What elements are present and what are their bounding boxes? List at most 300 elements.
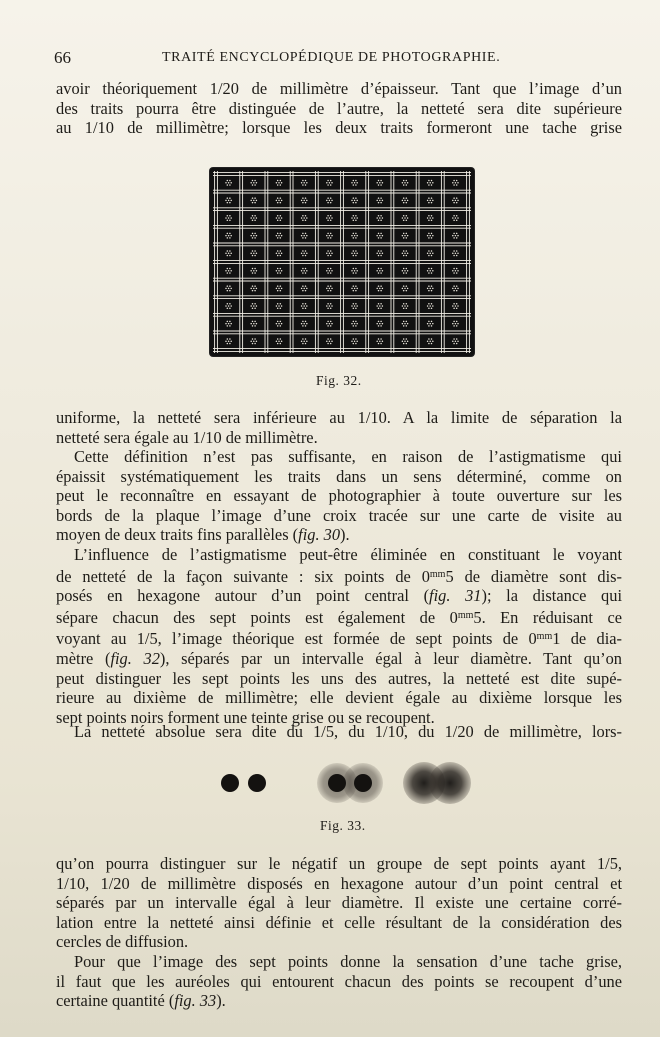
- cluster-point: [280, 233, 282, 235]
- cluster-point: [453, 290, 455, 292]
- cluster-point: [378, 272, 380, 274]
- cluster-point: [376, 235, 378, 237]
- cluster-point: [452, 235, 454, 237]
- cluster-point: [353, 197, 355, 199]
- cluster-point: [305, 338, 307, 340]
- cluster-point: [305, 272, 307, 274]
- cluster-point: [380, 325, 382, 327]
- seven-point-cluster: [351, 233, 358, 239]
- cluster-point: [428, 250, 430, 252]
- cluster-point: [427, 323, 429, 325]
- seven-point-cluster: [225, 215, 232, 221]
- cluster-point: [355, 250, 357, 252]
- text-fragment: ); la distance qui: [481, 586, 622, 606]
- cluster-point: [301, 217, 303, 219]
- cluster-point: [229, 250, 231, 252]
- cluster-point: [281, 270, 283, 272]
- cluster-point: [380, 268, 382, 270]
- cluster-point: [429, 217, 431, 219]
- cluster-point: [253, 288, 255, 290]
- cluster-point: [303, 288, 305, 290]
- seven-point-cluster: [351, 250, 358, 256]
- cluster-point: [356, 305, 358, 307]
- text-line: des traits pourra être distinguée de l’autre, la netteté sera dite supérieure: [56, 98, 622, 118]
- cluster-point: [301, 270, 303, 272]
- cluster-point: [432, 305, 434, 307]
- cluster-point: [256, 305, 258, 307]
- cluster-point: [254, 197, 256, 199]
- cluster-point: [351, 270, 353, 272]
- seven-point-cluster: [301, 285, 308, 291]
- figure-reference: fig. 31: [429, 586, 482, 606]
- halo-center-point: [354, 774, 372, 792]
- seven-point-cluster: [351, 268, 358, 274]
- cluster-point: [302, 338, 304, 340]
- cluster-point: [379, 288, 381, 290]
- text-line: cercles de diffusion.: [56, 932, 189, 952]
- cluster-point: [254, 184, 256, 186]
- unit-superscript: mm: [536, 631, 553, 643]
- cluster-point: [356, 235, 358, 237]
- cluster-point: [252, 343, 254, 345]
- cluster-point: [406, 321, 408, 323]
- figure-33-points: [210, 752, 480, 816]
- seven-point-cluster: [326, 338, 333, 344]
- seven-point-cluster: [427, 180, 434, 186]
- cluster-point: [327, 202, 329, 204]
- cluster-point: [252, 255, 254, 257]
- cluster-point: [230, 323, 232, 325]
- cluster-point: [256, 288, 258, 290]
- cluster-point: [382, 217, 384, 219]
- cluster-point: [301, 200, 303, 202]
- cluster-point: [378, 250, 380, 252]
- cluster-point: [228, 252, 230, 254]
- cluster-point: [303, 323, 305, 325]
- cluster-point: [280, 325, 282, 327]
- cluster-point: [376, 252, 378, 254]
- cluster-point: [428, 268, 430, 270]
- cluster-point: [331, 182, 333, 184]
- cluster-point: [256, 323, 258, 325]
- cluster-point: [380, 250, 382, 252]
- cluster-point: [254, 220, 256, 222]
- cluster-point: [382, 270, 384, 272]
- cluster-point: [453, 233, 455, 235]
- cluster-point: [250, 323, 252, 325]
- cluster-point: [407, 305, 409, 307]
- cluster-point: [428, 338, 430, 340]
- cluster-point: [303, 252, 305, 254]
- cluster-point: [276, 182, 278, 184]
- cluster-point: [276, 252, 278, 254]
- cluster-point: [327, 233, 329, 235]
- cluster-point: [355, 184, 357, 186]
- cluster-point: [351, 217, 353, 219]
- cluster-point: [382, 252, 384, 254]
- cluster-point: [276, 323, 278, 325]
- seven-point-cluster: [452, 215, 459, 221]
- cluster-point: [456, 220, 458, 222]
- cluster-point: [277, 272, 279, 274]
- cluster-point: [280, 237, 282, 239]
- cluster-point: [252, 321, 254, 323]
- cluster-point: [305, 215, 307, 217]
- cluster-point: [407, 200, 409, 202]
- cluster-point: [429, 288, 431, 290]
- cluster-point: [353, 272, 355, 274]
- seven-point-cluster: [250, 338, 257, 344]
- cluster-point: [306, 270, 308, 272]
- text-line: rieure au dixième de millimètre; elle devient égale au dixième lorsque les: [56, 688, 622, 708]
- cluster-point: [452, 340, 454, 342]
- cluster-point: [429, 270, 431, 272]
- seven-point-cluster: [452, 303, 459, 309]
- figure-32-grid: [210, 168, 474, 356]
- cluster-point: [428, 237, 430, 239]
- cluster-point: [254, 303, 256, 305]
- halo-center-point: [328, 774, 346, 792]
- cluster-point: [355, 290, 357, 292]
- cluster-point: [353, 290, 355, 292]
- cluster-point: [302, 220, 304, 222]
- cluster-point: [432, 235, 434, 237]
- cluster-point: [356, 323, 358, 325]
- cluster-point: [227, 325, 229, 327]
- cluster-point: [330, 285, 332, 287]
- cluster-point: [330, 325, 332, 327]
- cluster-point: [327, 343, 329, 345]
- cluster-point: [228, 270, 230, 272]
- seven-point-cluster: [301, 338, 308, 344]
- cluster-point: [402, 270, 404, 272]
- cluster-point: [403, 237, 405, 239]
- seven-point-cluster: [225, 250, 232, 256]
- cluster-point: [230, 340, 232, 342]
- cluster-point: [330, 233, 332, 235]
- cluster-point: [456, 325, 458, 327]
- text-line: peut le reconnaître en essayant de photographier à toute ouverture sur les: [56, 486, 622, 506]
- cluster-point: [431, 233, 433, 235]
- cluster-point: [431, 321, 433, 323]
- cluster-point: [305, 220, 307, 222]
- cluster-point: [302, 180, 304, 182]
- cluster-point: [428, 184, 430, 186]
- cluster-point: [382, 323, 384, 325]
- seven-point-cluster: [376, 268, 383, 274]
- cluster-point: [427, 217, 429, 219]
- cluster-point: [227, 255, 229, 257]
- cluster-point: [228, 235, 230, 237]
- cluster-point: [382, 200, 384, 202]
- cluster-point: [227, 215, 229, 217]
- cluster-point: [353, 250, 355, 252]
- seven-point-cluster: [250, 285, 257, 291]
- paragraph-3: [56, 447, 622, 545]
- cluster-point: [280, 180, 282, 182]
- cluster-point: [253, 252, 255, 254]
- text-line: uniforme, la netteté sera inférieure au 1/10. A la limite de séparation la: [56, 408, 622, 427]
- seven-point-cluster: [276, 233, 283, 239]
- cluster-point: [455, 217, 457, 219]
- cluster-point: [302, 197, 304, 199]
- cluster-point: [228, 217, 230, 219]
- cluster-point: [253, 217, 255, 219]
- cluster-point: [376, 182, 378, 184]
- cluster-point: [277, 184, 279, 186]
- cluster-point: [252, 233, 254, 235]
- cluster-point: [455, 270, 457, 272]
- cluster-point: [301, 323, 303, 325]
- cluster-point: [378, 220, 380, 222]
- cluster-point: [355, 197, 357, 199]
- cluster-point: [432, 323, 434, 325]
- cluster-point: [305, 237, 307, 239]
- cluster-point: [406, 255, 408, 257]
- cluster-point: [427, 288, 429, 290]
- cluster-point: [354, 288, 356, 290]
- cluster-point: [403, 285, 405, 287]
- cluster-point: [353, 325, 355, 327]
- cluster-point: [327, 325, 329, 327]
- cluster-point: [326, 252, 328, 254]
- cluster-point: [380, 180, 382, 182]
- grid-pattern: [210, 168, 474, 356]
- cluster-point: [305, 325, 307, 327]
- cluster-point: [453, 255, 455, 257]
- text-fragment: 1 de dia-: [552, 629, 622, 649]
- cluster-point: [327, 268, 329, 270]
- text-fragment: posés en hexagone autour d’un point central (: [56, 586, 430, 606]
- cluster-point: [327, 290, 329, 292]
- cluster-point: [256, 235, 258, 237]
- cluster-point: [330, 303, 332, 305]
- cluster-point: [306, 305, 308, 307]
- seven-point-cluster: [225, 321, 232, 327]
- seven-point-cluster: [250, 268, 257, 274]
- cluster-point: [302, 325, 304, 327]
- cluster-point: [280, 285, 282, 287]
- cluster-point: [277, 237, 279, 239]
- seven-point-cluster: [301, 197, 308, 203]
- cluster-point: [229, 321, 231, 323]
- cluster-point: [407, 270, 409, 272]
- cluster-point: [428, 343, 430, 345]
- cluster-point: [379, 200, 381, 202]
- cluster-point: [250, 182, 252, 184]
- cluster-point: [252, 290, 254, 292]
- cluster-point: [457, 305, 459, 307]
- figure-reference: fig. 30: [298, 525, 341, 545]
- cluster-point: [281, 288, 283, 290]
- seven-point-cluster: [301, 250, 308, 256]
- cluster-point: [254, 268, 256, 270]
- cluster-point: [280, 290, 282, 292]
- cluster-point: [302, 303, 304, 305]
- cluster-point: [276, 340, 278, 342]
- cluster-point: [379, 270, 381, 272]
- cluster-point: [256, 217, 258, 219]
- cluster-point: [432, 288, 434, 290]
- cluster-point: [330, 272, 332, 274]
- text-line: peut distinguer les sept points les uns des autres, la netteté est dite supé-: [56, 668, 622, 688]
- seven-point-cluster: [301, 268, 308, 274]
- cluster-point: [431, 202, 433, 204]
- cluster-point: [252, 308, 254, 310]
- seven-point-cluster: [427, 285, 434, 291]
- cluster-point: [428, 290, 430, 292]
- cluster-point: [378, 325, 380, 327]
- cluster-point: [456, 290, 458, 292]
- cluster-point: [252, 285, 254, 287]
- cluster-point: [380, 202, 382, 204]
- cluster-point: [302, 308, 304, 310]
- cluster-point: [406, 202, 408, 204]
- cluster-point: [432, 252, 434, 254]
- cluster-point: [301, 305, 303, 307]
- cluster-point: [456, 250, 458, 252]
- cluster-point: [382, 288, 384, 290]
- cluster-point: [351, 182, 353, 184]
- cluster-point: [229, 180, 231, 182]
- seven-point-cluster: [351, 338, 358, 344]
- cluster-point: [331, 305, 333, 307]
- cluster-point: [351, 252, 353, 254]
- seven-point-cluster: [376, 338, 383, 344]
- cluster-point: [303, 305, 305, 307]
- cluster-point: [228, 305, 230, 307]
- seven-point-cluster: [276, 215, 283, 221]
- cluster-point: [278, 270, 280, 272]
- cluster-point: [327, 250, 329, 252]
- cluster-point: [427, 182, 429, 184]
- cluster-point: [277, 290, 279, 292]
- cluster-point: [406, 290, 408, 292]
- cluster-point: [356, 252, 358, 254]
- cluster-point: [355, 268, 357, 270]
- cluster-point: [278, 217, 280, 219]
- cluster-point: [353, 255, 355, 257]
- cluster-point: [327, 220, 329, 222]
- cluster-point: [331, 217, 333, 219]
- seven-point-cluster: [427, 321, 434, 327]
- cluster-point: [256, 270, 258, 272]
- cluster-point: [404, 270, 406, 272]
- cluster-point: [280, 272, 282, 274]
- cluster-point: [277, 233, 279, 235]
- cluster-point: [227, 321, 229, 323]
- cluster-point: [280, 308, 282, 310]
- cluster-point: [406, 308, 408, 310]
- cluster-point: [229, 233, 231, 235]
- cluster-point: [355, 180, 357, 182]
- cluster-point: [452, 288, 454, 290]
- cluster-point: [403, 338, 405, 340]
- cluster-point: [280, 197, 282, 199]
- cluster-point: [457, 217, 459, 219]
- cluster-point: [406, 233, 408, 235]
- cluster-point: [278, 323, 280, 325]
- text-line: [56, 565, 622, 587]
- seven-point-cluster: [225, 285, 232, 291]
- cluster-point: [432, 217, 434, 219]
- cluster-point: [277, 250, 279, 252]
- cluster-point: [305, 308, 307, 310]
- seven-point-cluster: [376, 250, 383, 256]
- seven-point-cluster: [301, 321, 308, 327]
- cluster-point: [229, 255, 231, 257]
- cluster-point: [404, 235, 406, 237]
- cluster-point: [351, 235, 353, 237]
- cluster-point: [452, 217, 454, 219]
- seven-point-cluster: [225, 338, 232, 344]
- seven-point-cluster: [452, 321, 459, 327]
- cluster-point: [227, 197, 229, 199]
- cluster-point: [456, 321, 458, 323]
- cluster-point: [252, 180, 254, 182]
- cluster-point: [327, 303, 329, 305]
- cluster-point: [406, 325, 408, 327]
- running-title: TRAITÉ ENCYCLOPÉDIQUE DE PHOTOGRAPHIE.: [162, 50, 501, 65]
- cluster-point: [252, 184, 254, 186]
- cluster-point: [355, 303, 357, 305]
- cluster-point: [457, 340, 459, 342]
- cluster-point: [278, 182, 280, 184]
- cluster-point: [326, 340, 328, 342]
- paragraph-6: [56, 854, 622, 952]
- cluster-point: [329, 200, 331, 202]
- cluster-point: [281, 305, 283, 307]
- cluster-point: [403, 268, 405, 270]
- cluster-point: [280, 220, 282, 222]
- cluster-point: [382, 235, 384, 237]
- cluster-point: [376, 323, 378, 325]
- cluster-point: [376, 305, 378, 307]
- cluster-point: [327, 180, 329, 182]
- cluster-point: [355, 202, 357, 204]
- cluster-point: [276, 270, 278, 272]
- cluster-point: [376, 340, 378, 342]
- cluster-point: [228, 182, 230, 184]
- cluster-point: [331, 200, 333, 202]
- cluster-point: [306, 323, 308, 325]
- cluster-point: [229, 290, 231, 292]
- paragraph-2: [56, 408, 622, 447]
- text-fragment: de netteté de la façon suivante : six points de 0: [56, 566, 430, 586]
- cluster-point: [228, 340, 230, 342]
- cluster-point: [280, 184, 282, 186]
- cluster-point: [254, 325, 256, 327]
- cluster-point: [254, 233, 256, 235]
- cluster-point: [302, 321, 304, 323]
- cluster-point: [227, 303, 229, 305]
- cluster-point: [354, 252, 356, 254]
- cluster-point: [305, 184, 307, 186]
- seven-point-cluster: [225, 180, 232, 186]
- cluster-point: [329, 340, 331, 342]
- cluster-point: [403, 343, 405, 345]
- cluster-point: [253, 270, 255, 272]
- cluster-point: [252, 268, 254, 270]
- cluster-point: [250, 217, 252, 219]
- cluster-point: [253, 182, 255, 184]
- cluster-point: [428, 202, 430, 204]
- cluster-point: [403, 184, 405, 186]
- cluster-point: [453, 338, 455, 340]
- cluster-point: [355, 220, 357, 222]
- seven-point-cluster: [276, 303, 283, 309]
- cluster-point: [353, 268, 355, 270]
